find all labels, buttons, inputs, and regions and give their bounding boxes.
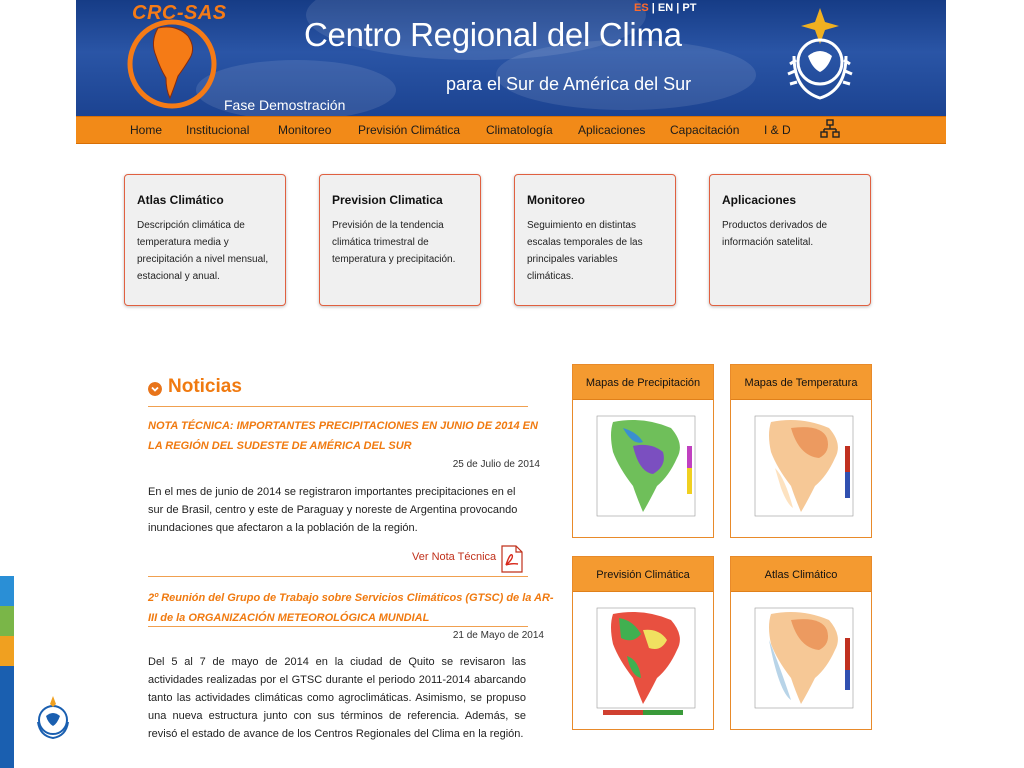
news-header <box>148 376 528 407</box>
news-article-date: 25 de Julio de 2014 <box>452 459 540 470</box>
card-title: Prevision Climatica <box>332 193 443 207</box>
news-article-date: 21 de Mayo de 2014 <box>452 630 544 641</box>
card-aplicaciones[interactable] <box>709 174 871 306</box>
nav-i-d[interactable]: I & D <box>764 123 791 137</box>
nav-capacitacion[interactable]: Capacitación <box>670 123 740 137</box>
nav-home[interactable]: Home <box>130 123 163 137</box>
page-subtitle: para el Sur de América del Sur <box>446 74 692 94</box>
forecast-map-thumbnail <box>583 600 703 720</box>
mapcard-title: Mapas de Temperatura <box>731 365 871 400</box>
pdf-icon[interactable] <box>499 545 525 573</box>
atlas-map-thumbnail <box>741 600 861 720</box>
main-nav <box>76 116 946 144</box>
card-atlas-climatico[interactable] <box>124 174 286 306</box>
nav-prevision-climatica[interactable]: Previsión Climática <box>358 123 461 137</box>
mapcard-title: Mapas de Precipitación <box>573 365 713 400</box>
card-text: Previsión de la tendencia climática trimestral de temperatura y precipitación. <box>332 220 456 265</box>
news-article-title[interactable]: 2º Reunión del Grupo de Trabajo sobre Servicios Climáticos (GTSC) de la AR-III de la ORGANIZACIÓN METEOROLÓGICA MUNDIAL <box>148 592 554 624</box>
news-article-body: Del 5 al 7 de mayo de 2014 en la ciudad de Quito se revisaron las actividades realizadas por el GTSC durante el periodo 2011-2014 abarcando tanto las actividades climáticas como agroclimáticas. Asimismo, se propuso una nueva estructura junto con sus términos de referencia. Además, se revisó el estado de avance de los Centros Regionales del Clima en la región. <box>148 656 526 740</box>
nav-aplicaciones[interactable]: Aplicaciones <box>578 123 646 137</box>
nav-institucional[interactable]: Institucional <box>186 123 250 137</box>
news-article-body: En el mes de junio de 2014 se registraron importantes precipitaciones en el sur de Brasil, centro y este de Paraguay y noreste de Argentina provocando inundaciones que afectaron a la población de la región. <box>148 486 518 534</box>
lang-es[interactable]: ES <box>634 2 649 14</box>
sitemap-icon[interactable] <box>820 119 840 139</box>
wmo-emblem-icon <box>28 692 78 744</box>
card-text: Seguimiento en distintas escalas temporales de las principales variables climáticas. <box>527 220 643 282</box>
news-heading: Noticias <box>168 376 242 397</box>
language-switcher: ES | EN | PT <box>634 2 697 14</box>
card-text: Descripción climática de temperatura media y precipitación a nivel mensual, estacional y anual. <box>137 220 269 282</box>
mapcard-title: Atlas Climático <box>731 557 871 592</box>
card-title: Aplicaciones <box>722 193 797 207</box>
ver-nota-tecnica-link[interactable]: Ver Nota Técnica <box>412 551 497 563</box>
mapcard-precipitacion[interactable] <box>572 364 714 538</box>
page-title: Centro Regional del Clima <box>304 16 682 53</box>
card-title: Atlas Climático <box>137 193 224 207</box>
nav-monitoreo[interactable]: Monitoreo <box>278 123 332 137</box>
wmo-emblem-icon <box>770 6 870 106</box>
phase-label: Fase Demostración <box>224 97 346 113</box>
logo-text: CRC-SAS <box>132 2 227 24</box>
lang-en[interactable]: EN <box>657 2 674 14</box>
mapcard-temperatura[interactable] <box>730 364 872 538</box>
divider <box>148 626 528 627</box>
site-header <box>76 0 946 116</box>
divider <box>148 576 528 577</box>
card-prevision-climatica[interactable] <box>319 174 481 306</box>
edge-color-strip <box>0 576 14 768</box>
temperature-map-thumbnail <box>741 408 861 528</box>
card-text: Productos derivados de información satelital. <box>722 220 828 248</box>
precipitation-map-thumbnail <box>583 408 703 528</box>
mapcard-title: Previsión Climática <box>573 557 713 592</box>
nav-climatologia[interactable]: Climatología <box>486 123 553 137</box>
mapcard-atlas-climatico[interactable] <box>730 556 872 730</box>
chevron-circle-icon <box>148 382 162 396</box>
card-title: Monitoreo <box>527 193 585 207</box>
news-article-title[interactable]: NOTA TÉCNICA: IMPORTANTES PRECIPITACIONES EN JUNIO DE 2014 EN LA REGIÓN DEL SUDESTE DE AMÉRICA DEL SUR <box>148 420 538 452</box>
lang-pt[interactable]: PT <box>682 2 697 14</box>
card-monitoreo[interactable] <box>514 174 676 306</box>
mapcard-prevision-climatica[interactable] <box>572 556 714 730</box>
